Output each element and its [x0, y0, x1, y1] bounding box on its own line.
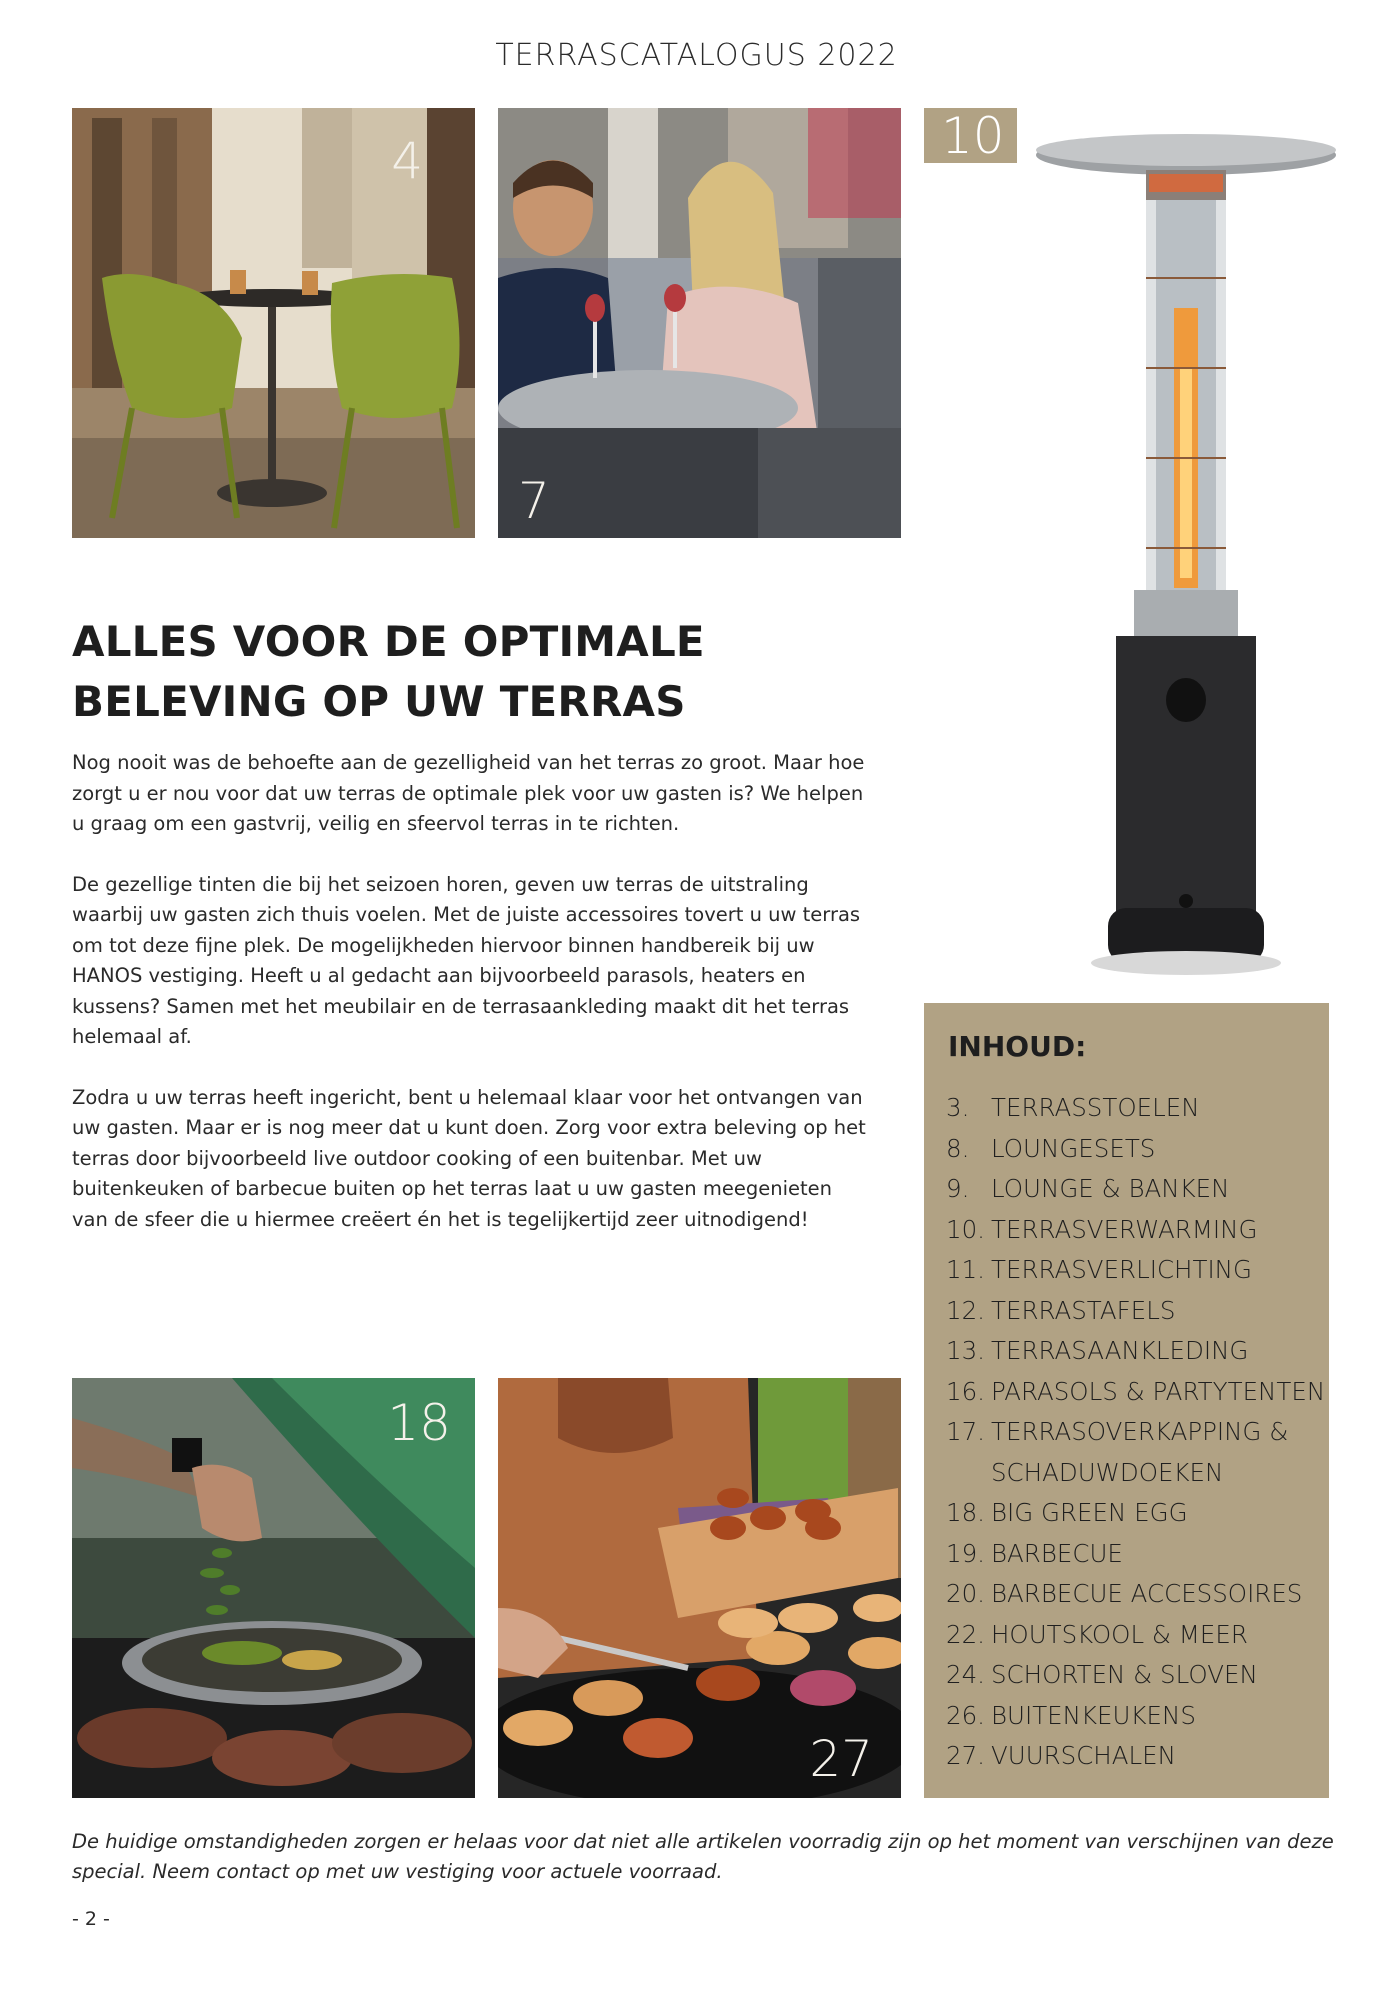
- toc-item-number: 24.: [946, 1660, 985, 1689]
- paragraph-3: Zodra u uw terras heeft ingericht, bent u helemaal klaar voor het ontvangen van uw gasten. Maar er is nog meer dat u kunt doen. Zorg voor extra beleving op het terras door bijvoorbeeld live outdoor cooking of een buitenbar. Met uw buitenkeuken of barbecue buiten op het terras laat u uw gasten meegenieten van de sfeer die u hiermee creëert én het is tegelijkertijd zeer uitnodigend!: [72, 1085, 866, 1231]
- toc-item-number: 19.: [946, 1538, 985, 1568]
- toc-item[interactable]: [946, 1210, 1326, 1251]
- toc-item[interactable]: [946, 1655, 1326, 1696]
- toc-list: [946, 1088, 1326, 1777]
- paragraph-1: Nog nooit was de behoefte aan de gezelligheid van het terras zo groot. Maar hoe zorgt u er nou voor dat uw terras de optimale plek voor uw gasten is? We helpen u graag om een gastvrij, veilig en sfeervol terras in te richten.: [72, 751, 865, 835]
- toc-item-label: BIG GREEN EGG: [991, 1498, 1188, 1527]
- toc-item-number: 18.: [946, 1498, 985, 1527]
- toc-item[interactable]: [946, 1534, 1326, 1575]
- heading-line-2: BELEVING OP UW TERRAS: [72, 677, 686, 726]
- toc-item-label: TERRASTAFELS: [991, 1295, 1176, 1325]
- toc-item-number: 3.: [946, 1093, 970, 1122]
- toc-title: INHOUD:: [948, 1030, 1087, 1063]
- toc-item[interactable]: [946, 1129, 1326, 1170]
- patio-heater-image: [924, 108, 1393, 1003]
- toc-item-label: LOUNGESETS: [991, 1133, 1156, 1163]
- couple-image: [498, 108, 901, 538]
- toc-item[interactable]: [946, 1169, 1326, 1210]
- toc-item[interactable]: [946, 1088, 1326, 1129]
- toc-item-number: 12.: [946, 1295, 985, 1325]
- toc-item-label: TERRASOVERKAPPING & SCHADUWDOEKEN: [991, 1417, 1289, 1487]
- table-of-contents: [924, 1003, 1329, 1798]
- toc-item-label: VUURSCHALEN: [991, 1741, 1176, 1770]
- toc-item-label: BARBECUE: [991, 1538, 1123, 1568]
- page-ref-egg: 18: [387, 1394, 451, 1452]
- photo-green-chairs: [72, 108, 475, 538]
- page-ref-heater: 10: [941, 108, 1005, 165]
- page-ref-burgers: 27: [809, 1730, 873, 1788]
- toc-item[interactable]: [946, 1331, 1326, 1372]
- toc-item[interactable]: [946, 1291, 1326, 1332]
- toc-item-label: LOUNGE & BANKEN: [991, 1174, 1230, 1203]
- toc-item[interactable]: [946, 1615, 1326, 1656]
- toc-item-label: SCHORTEN & SLOVEN: [991, 1660, 1258, 1689]
- heading-line-1: ALLES VOOR DE OPTIMALE: [72, 617, 705, 666]
- toc-item-label: TERRASAANKLEDING: [991, 1336, 1249, 1365]
- paragraph-2: De gezellige tinten die bij het seizoen horen, geven uw terras de uitstraling waarbij uw gasten zich thuis voelen. Met de juiste accessoires tovert u uw terras om tot deze fijne plek. De mogelijkheden hiervoor binnen handbereik bij uw HANOS vestiging. Heeft u al gedacht aan bijvoorbeeld parasols, heaters en kussens? Samen met het meubilair en de terrasaankleding maakt dit het terras helemaal af.: [72, 872, 861, 1048]
- catalog-title: TERRASCATALOGUS 2022: [495, 38, 898, 73]
- toc-item[interactable]: [946, 1412, 1326, 1493]
- stock-disclaimer: De huidige omstandigheden zorgen er helaas voor dat niet alle artikelen voorradig zijn op het moment van verschijnen van deze special. Neem contact op met uw vestiging voor actuele voorraad.: [72, 1830, 1334, 1883]
- toc-item[interactable]: [946, 1736, 1326, 1777]
- page-number: - 2 -: [72, 1908, 110, 1930]
- toc-item-number: 10.: [946, 1214, 985, 1244]
- toc-item-label: BARBECUE ACCESSOIRES: [991, 1579, 1303, 1608]
- toc-item-label: BUITENKEUKENS: [991, 1700, 1196, 1730]
- toc-item-number: 17.: [946, 1417, 985, 1446]
- toc-item-number: 13.: [946, 1336, 985, 1365]
- toc-item-number: 27.: [946, 1741, 985, 1770]
- toc-item-number: 16.: [946, 1376, 985, 1406]
- toc-item-number: 26.: [946, 1700, 985, 1730]
- toc-item-label: TERRASSTOELEN: [991, 1093, 1200, 1122]
- toc-item[interactable]: [946, 1574, 1326, 1615]
- toc-item-label: TERRASVERWARMING: [991, 1214, 1258, 1244]
- toc-item-label: TERRASVERLICHTING: [991, 1255, 1252, 1284]
- toc-item-number: 9.: [946, 1174, 970, 1203]
- article-heading: [72, 612, 792, 732]
- toc-item-number: 8.: [946, 1133, 970, 1163]
- photo-green-egg-grill: [72, 1378, 475, 1798]
- page-ref-chairs: 4: [391, 132, 423, 190]
- toc-item-number: 22.: [946, 1619, 985, 1649]
- toc-item-label: PARASOLS & PARTYTENTEN: [991, 1376, 1326, 1406]
- photo-couple-terrace: [498, 108, 901, 538]
- toc-item-label: HOUTSKOOL & MEER: [991, 1619, 1248, 1649]
- photo-patio-heater: [924, 108, 1393, 1003]
- photo-burgers: [498, 1378, 901, 1798]
- toc-item[interactable]: [946, 1493, 1326, 1534]
- toc-item-number: 20.: [946, 1579, 985, 1608]
- toc-item[interactable]: [946, 1696, 1326, 1737]
- toc-item[interactable]: [946, 1372, 1326, 1413]
- article-body: [72, 748, 872, 1265]
- toc-item-number: 11.: [946, 1255, 985, 1284]
- toc-item[interactable]: [946, 1250, 1326, 1291]
- page-ref-couple: 7: [518, 472, 550, 530]
